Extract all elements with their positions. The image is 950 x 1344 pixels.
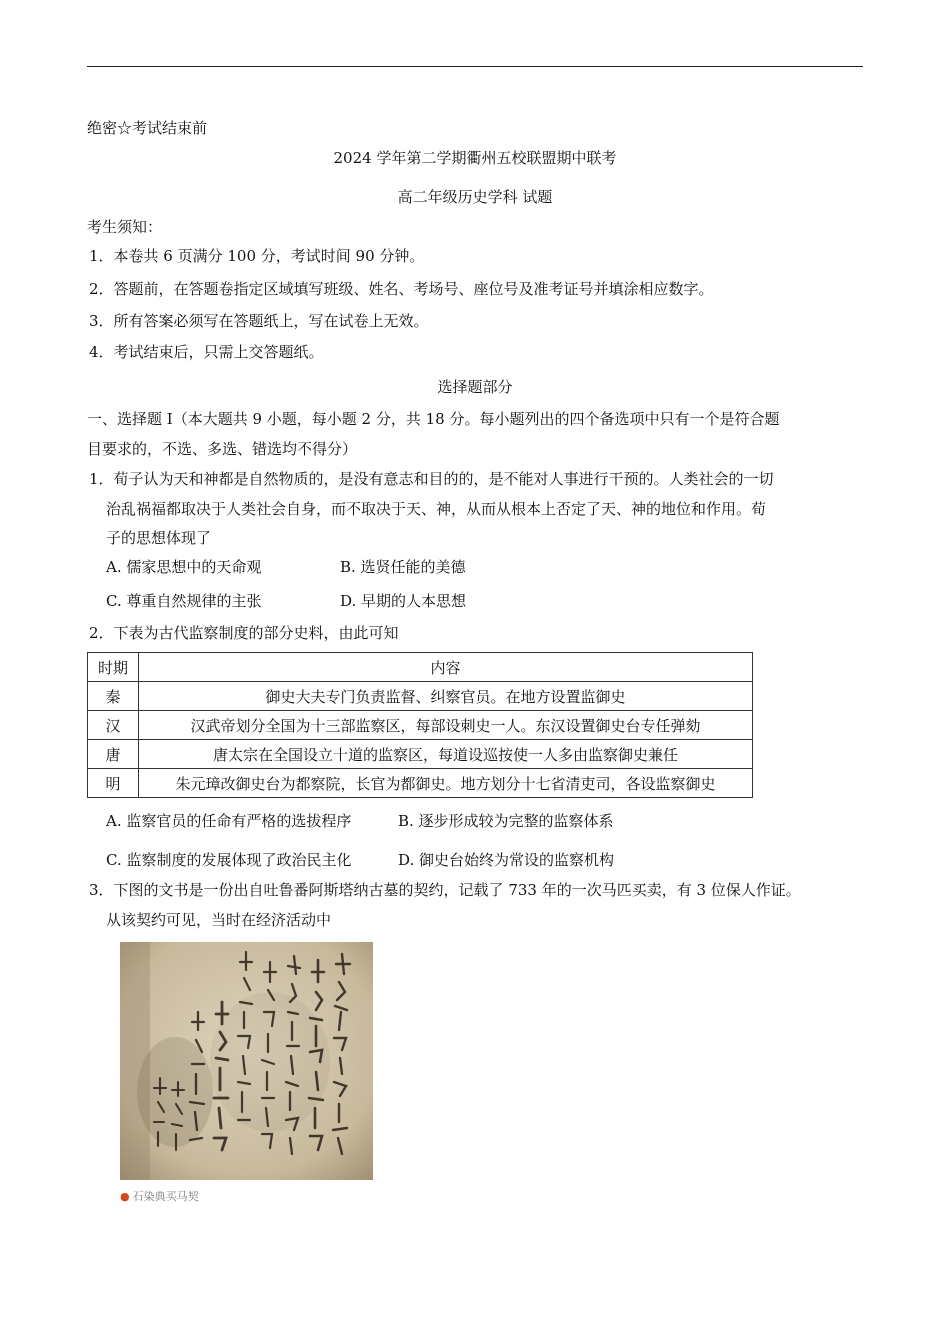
exam-subtitle: 高二年级历史学科 试题 xyxy=(397,188,553,206)
question-1-stem: 子的思想体现了 xyxy=(106,529,212,547)
secret-label: 绝密☆考试结束前 xyxy=(87,119,208,137)
question-2-option-b: B. 逐步形成较为完整的监察体系 xyxy=(398,812,614,830)
table-row xyxy=(88,769,753,798)
section-title: 选择题部分 xyxy=(437,378,513,396)
table-row xyxy=(88,682,753,711)
image-caption xyxy=(120,1188,199,1204)
caption-bullet-icon: ● xyxy=(120,1190,130,1203)
table-header-period: 时期 xyxy=(88,653,139,682)
table-row xyxy=(88,711,753,740)
table-cell-period: 唐 xyxy=(88,740,139,769)
table-cell-content: 朱元璋改御史台为都察院，长官为都御史。地方划分十七省清吏司，各设监察御史 xyxy=(139,769,753,798)
table-cell-period: 秦 xyxy=(88,682,139,711)
question-2-stem: 2．下表为古代监察制度的部分史料，由此可知 xyxy=(89,624,399,642)
question-2-option-d: D. 御史台始终为常设的监察机构 xyxy=(398,851,615,869)
table-cell-content: 唐太宗在全国设立十道的监察区，每道设巡按使一人多由监察御史兼任 xyxy=(139,740,753,769)
supervision-table xyxy=(87,652,753,798)
section-intro: 目要求的，不选、多选、错选均不得分） xyxy=(87,440,358,458)
question-1-option-b: B. 选贤任能的美德 xyxy=(340,558,466,576)
notice-item: 2．答题前，在答题卷指定区域填写班级、姓名、考场号、座位号及准考证号并填涂相应数字。 xyxy=(89,280,714,298)
header-rule xyxy=(87,66,863,67)
question-2-option-c: C. 监察制度的发展体现了政治民主化 xyxy=(106,851,352,869)
notice-item: 1．本卷共 6 页满分 100 分，考试时间 90 分钟。 xyxy=(89,247,425,265)
table-cell-period: 明 xyxy=(88,769,139,798)
question-1-option-d: D. 早期的人本思想 xyxy=(340,592,467,610)
notice-item: 3．所有答案必须写在答题纸上，写在试卷上无效。 xyxy=(89,312,429,330)
caption-text: 石染典买马契 xyxy=(132,1190,199,1203)
question-3-stem: 从该契约可见，当时在经济活动中 xyxy=(106,911,332,929)
notice-item: 4．考试结束后，只需上交答题纸。 xyxy=(89,343,324,361)
table-cell-period: 汉 xyxy=(88,711,139,740)
section-intro: 一、选择题 I（本大题共 9 小题，每小题 2 分，共 18 分。每小题列出的四个备选项中只有一个是符合题 xyxy=(87,410,780,428)
question-2-option-a: A. 监察官员的任命有严格的选拔程序 xyxy=(106,812,352,830)
table-row xyxy=(88,740,753,769)
table-header-row xyxy=(88,653,753,682)
question-3-stem: 3．下图的文书是一份出自吐鲁番阿斯塔纳古墓的契约，记载了 733 年的一次马匹买卖，有 3 位保人作证。 xyxy=(89,881,801,899)
table-cell-content: 汉武帝划分全国为十三部监察区，每部设刺史一人。东汉设置御史台专任弹劾 xyxy=(139,711,753,740)
question-1-option-c: C. 尊重自然规律的主张 xyxy=(106,592,262,610)
table-cell-content: 御史大夫专门负责监督、纠察官员。在地方设置监御史 xyxy=(139,682,753,711)
exam-title: 2024 学年第二学期衢州五校联盟期中联考 xyxy=(333,149,617,167)
table-header-content: 内容 xyxy=(139,653,753,682)
notice-heading: 考生须知： xyxy=(87,218,163,236)
contract-manuscript-image xyxy=(120,942,373,1180)
question-1-option-a: A. 儒家思想中的天命观 xyxy=(106,558,262,576)
question-1-stem: 治乱祸福都取决于人类社会自身，而不取决于天、神，从而从根本上否定了天、神的地位和作用。荀 xyxy=(106,500,767,518)
question-1-stem: 1．荀子认为天和神都是自然物质的，是没有意志和目的的，是不能对人事进行干预的。人类社会的一切 xyxy=(89,470,774,488)
